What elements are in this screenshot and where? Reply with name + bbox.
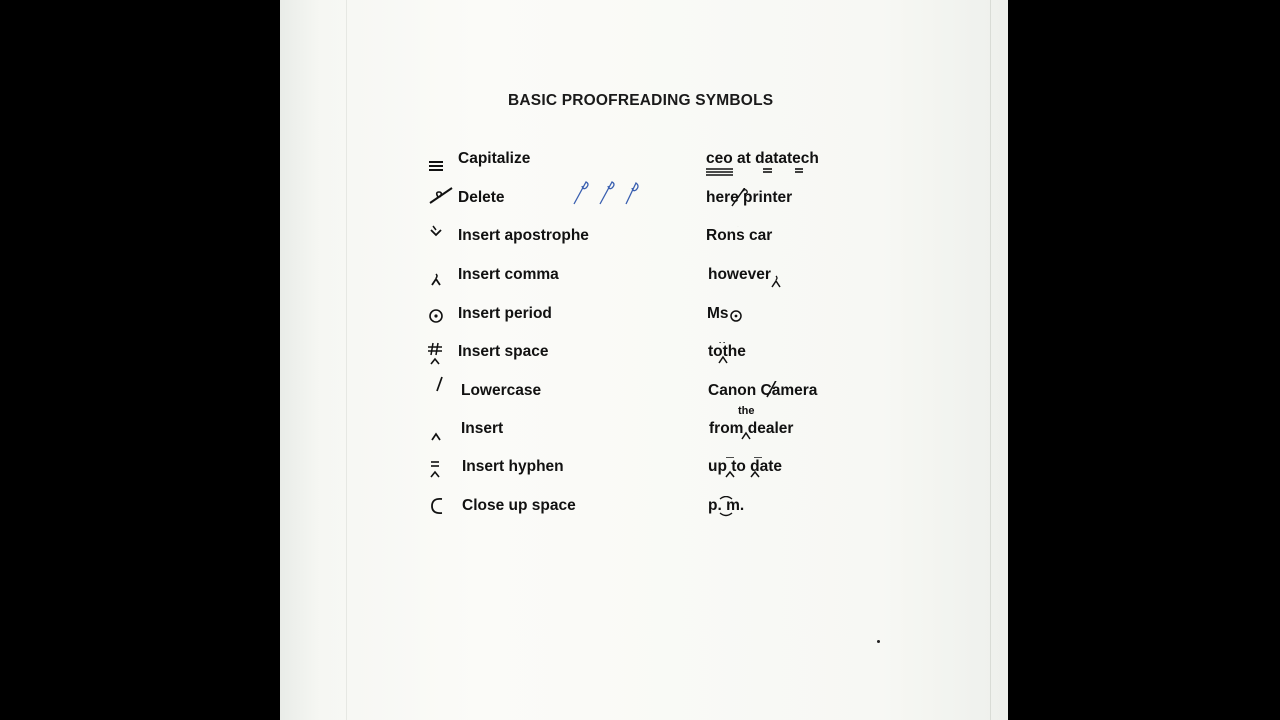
symbol-row-insert-period	[280, 304, 1008, 334]
example-text: up to date	[708, 458, 783, 475]
symbol-row-insert-hyphen	[280, 457, 1008, 487]
symbol-label: Insert apostrophe	[458, 227, 589, 244]
symbol-label: Capitalize	[458, 150, 531, 167]
paper-speck	[877, 640, 880, 643]
example-lowercase	[706, 381, 906, 411]
example-text: however	[708, 266, 771, 283]
example-text: Rons car	[706, 227, 773, 244]
example-capitalize	[706, 150, 906, 180]
example-insert-hyphen	[706, 457, 906, 487]
example-close-up-space	[706, 496, 906, 526]
example-text: ceo at datatech	[706, 150, 819, 167]
lowercase-mark	[706, 381, 806, 411]
inserted-word: the	[738, 405, 755, 417]
period-mark	[706, 304, 766, 334]
symbol-label: Insert	[461, 420, 504, 437]
symbol-label: Close up space	[462, 497, 576, 514]
symbol-label: Delete	[458, 189, 505, 206]
hyphen-caret-icon	[426, 457, 456, 487]
example-delete	[706, 188, 906, 218]
symbol-label: Insert period	[458, 305, 552, 322]
hyphen-marks	[706, 457, 806, 487]
example-text: here printer	[706, 189, 793, 206]
symbol-label: Insert space	[458, 343, 549, 360]
close-up-mark	[706, 496, 766, 526]
symbol-label: Lowercase	[461, 382, 542, 399]
example-insert-apostrophe	[706, 226, 906, 256]
triple-underline-icon	[426, 150, 456, 180]
symbol-label: Insert comma	[458, 266, 559, 283]
symbol-row-lowercase	[280, 381, 1008, 411]
example-insert	[706, 405, 906, 449]
example-text: Canon Camera	[708, 382, 818, 399]
symbol-row-insert-space	[280, 342, 1008, 372]
symbol-row-close-up-space	[280, 496, 1008, 526]
example-insert-space	[706, 342, 906, 372]
symbol-label: Insert hyphen	[462, 458, 564, 475]
symbol-row-insert	[280, 405, 1008, 449]
slash-icon	[426, 381, 456, 411]
comma-caret-icon	[426, 265, 456, 295]
symbol-row-capitalize	[280, 150, 1008, 180]
insert-mark	[706, 419, 786, 449]
apostrophe-caret-icon	[426, 226, 456, 256]
comma-marks	[706, 265, 806, 295]
delete-mark	[706, 188, 766, 218]
close-up-curve-icon	[426, 496, 456, 526]
example-text: tothe	[708, 343, 746, 360]
delete-loop-icon	[426, 188, 456, 218]
document-page	[280, 0, 1008, 720]
space-mark	[706, 342, 766, 372]
example-insert-period	[706, 304, 906, 334]
capitalize-marks	[706, 150, 846, 180]
example-text: Ms	[707, 305, 729, 322]
hash-caret-icon	[426, 342, 456, 372]
apostrophe-mark	[706, 226, 766, 256]
circled-period-icon	[426, 304, 456, 334]
caret-icon	[426, 419, 456, 449]
symbol-row-insert-apostrophe	[280, 226, 1008, 256]
handwritten-delete-practice	[572, 180, 652, 210]
symbol-row-insert-comma	[280, 265, 1008, 295]
example-insert-comma	[706, 265, 906, 295]
example-text: p. m.	[708, 497, 745, 514]
document-title: BASIC PROOFREADING SYMBOLS	[508, 92, 774, 109]
example-text: from dealer	[709, 420, 794, 437]
